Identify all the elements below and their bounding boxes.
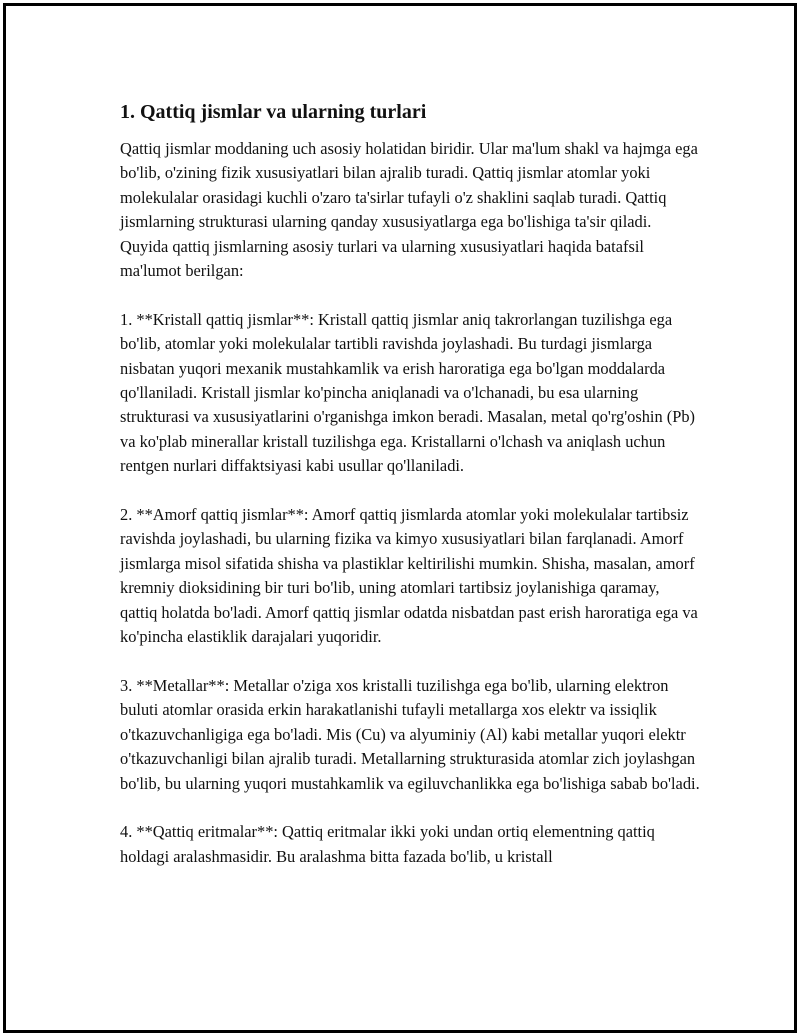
paragraph-solid-solutions: 4. **Qattiq eritmalar**: Qattiq eritmalar ikki yoki undan ortiq elementning qattiq holdagi aralashmasidir. Bu aralashma bitta fazada bo'lib, u kristall xyxy=(120,822,655,866)
document-title: 1. Qattiq jismlar va ularning turlari xyxy=(120,101,427,123)
document-body xyxy=(120,99,700,894)
intro-paragraph: Qattiq jismlar moddaning uch asosiy holatidan biridir. Ular ma'lum shakl va hajmga ega bo'lib, o'zining fizik xususiyatlari bilan ajralib turadi. Qattiq jismlar atomlar yoki molekulalar orasidagi kuchli o'zaro ta'sirlar tufayli o'z shaklini saqlab turadi. Qattiq jismlarning strukturasi ularning qanday xususiyatlarga ega bo'lishiga ta'sir qiladi. Quyida qattiq jismlarning asosiy turlari va ularning xususiyatlari haqida batafsil ma'lumot berilgan: xyxy=(120,139,698,281)
paragraph-metals: 3. **Metallar**: Metallar o'ziga xos kristalli tuzilishga ega bo'lib, ularning elektron buluti atomlar orasida erkin harakatlanishi tufayli metallarga xos elektr va issiqlik o'tkazuvchanligiga ega bo'ladi. Mis (Cu) va alyuminiy (Al) kabi metallar yuqori elektr o'tkazuvchanligi bilan ajralib turadi. Metallarning strukturasida atomlar zich joylashgan bo'lib, bu ularning yuqori mustahkamlik va egiluvchanlikka ega bo'lishiga sabab bo'ladi. xyxy=(120,675,700,793)
paragraph-amorphous-solids: 2. **Amorf qattiq jismlar**: Amorf qattiq jismlarda atomlar yoki molekulalar tartibsiz ravishda joylashadi, bu ularning fizika va kimyo xususiyatlari bilan farqlanadi. Amorf jismlarga misol sifatida shisha va plastiklar keltirilishi mumkin. Shisha, masalan, amorf kremniy dioksidining bir turi bo'lib, uning atomlari tartibsiz joylanishiga qaramay, qattiq holatda bo'ladi. Amorf qattiq jismlar odatda nisbatdan past erish haroratiga ega va ko'pincha elastiklik darajalari yuqoridir. xyxy=(120,505,698,647)
paragraph-crystalline-solids: 1. **Kristall qattiq jismlar**: Kristall qattiq jismlar aniq takrorlangan tuzilishga ega bo'lib, atomlar yoki molekulalar tartibli ravishda joylashadi. Bu turdagi jismlarga nisbatan yuqori mexanik mustahkamlik va erish haroratiga ega bo'lgan moddalarda qo'llaniladi. Kristall jismlar ko'pincha aniqlanadi va o'lchanadi, bu esa ularning strukturasi va xususiyatlarini o'rganishga imkon beradi. Masalan, metal qo'rg'oshin (Pb) va ko'plab minerallar kristall tuzilishga ega. Kristallarni o'lchash va aniqlash uchun rentgen nurlari diffaktsiyasi kabi usullar qo'llaniladi. xyxy=(120,309,696,476)
page-frame xyxy=(3,3,797,1033)
